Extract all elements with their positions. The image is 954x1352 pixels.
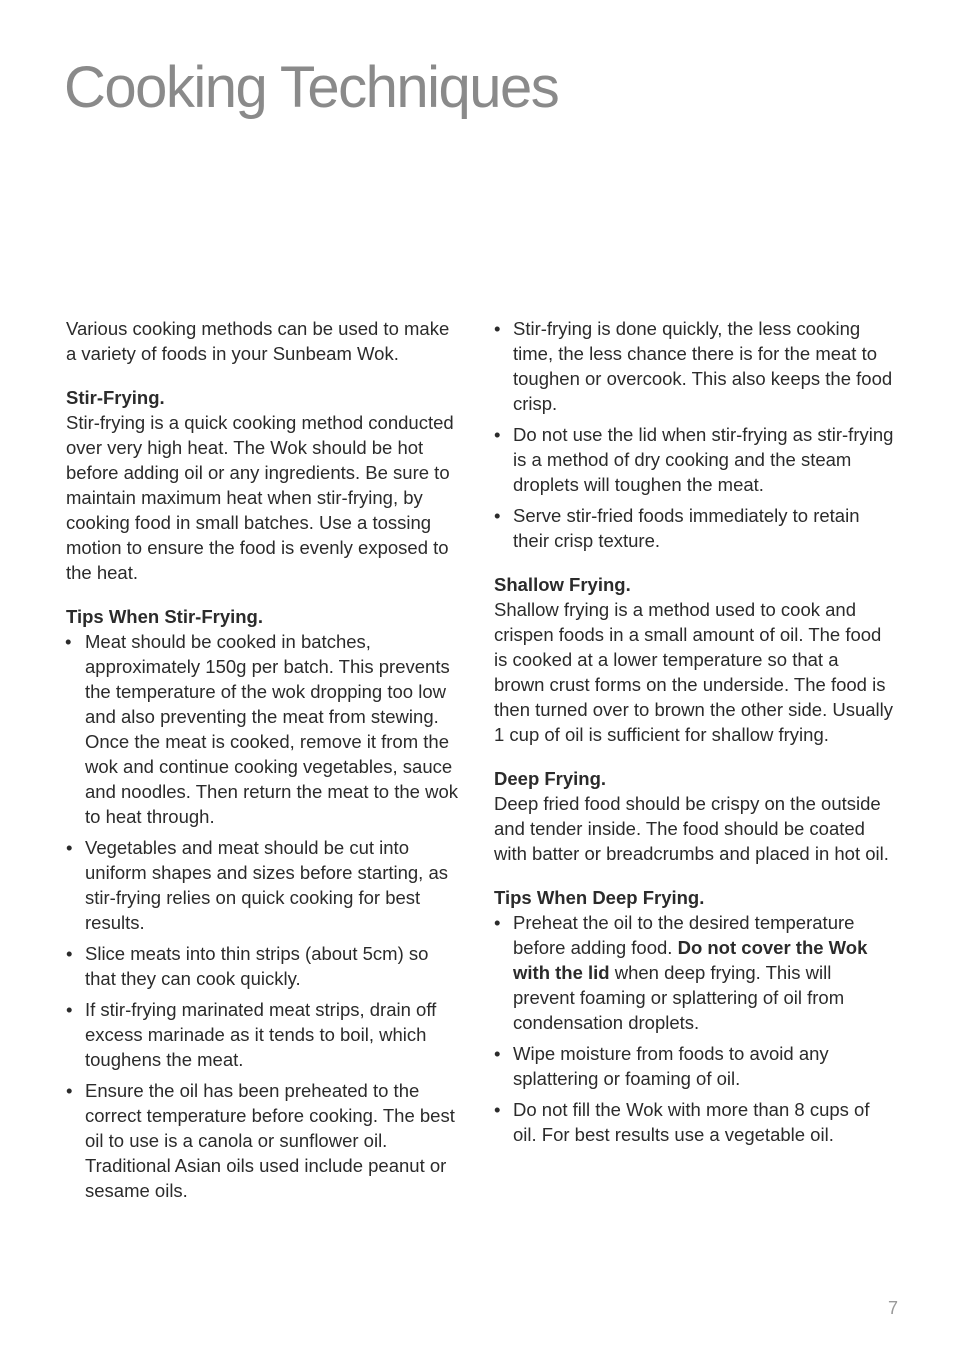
intro-paragraph: Various cooking methods can be used to make a variety of foods in your Sunbeam Wok. (66, 318, 450, 364)
bullet-icon: • (494, 318, 501, 339)
bullet-icon: • (494, 912, 501, 933)
bullet-icon: • (494, 1099, 501, 1120)
list-item (66, 629, 458, 829)
bullet-icon: • (66, 943, 73, 964)
list-item-text: Do not use the lid when stir-frying as stir-frying is a method of dry cooking and the steam droplets will toughen the meat. (513, 424, 894, 495)
page-number: 7 (888, 1298, 899, 1318)
list-item-text: Slice meats into thin strips (about 5cm) so that they can cook quickly. (85, 943, 429, 989)
list-item (66, 997, 458, 1072)
list-item (494, 316, 894, 416)
shallow-frying-heading: Shallow Frying. (494, 574, 631, 595)
list-item (66, 835, 458, 935)
list-item (66, 941, 458, 991)
bullet-icon: • (494, 424, 501, 445)
right-column (494, 316, 894, 1166)
list-item (494, 503, 894, 553)
list-item-text-part: when deep frying. This will prevent foaming or splattering of oil from condensation droplets. (513, 962, 845, 1033)
list-item-text: Vegetables and meat should be cut into uniform shapes and sizes before starting, as stir-frying relies on quick cooking for best results. (85, 837, 448, 933)
stir-frying-body: Stir-frying is a quick cooking method conducted over very high heat. The Wok should be hot before adding oil or any ingredients. Be sure to maintain maximum heat when stir-frying, by cooking food in small batches. Use a tossing motion to ensure the food is evenly exposed to the heat. (66, 412, 454, 583)
list-item (494, 1041, 894, 1091)
list-item-text: Do not fill the Wok with more than 8 cups of oil. For best results use a vegetable oil. (513, 1099, 870, 1145)
list-item-text: Serve stir-fried foods immediately to retain their crisp texture. (513, 505, 860, 551)
list-item-text: If stir-frying marinated meat strips, drain off excess marinade as it tends to boil, which toughens the meat. (85, 999, 437, 1070)
tips-deep-frying-list (494, 910, 894, 1147)
stir-frying-more-tips-list (494, 316, 894, 553)
list-item (494, 1097, 894, 1147)
list-item-text: Wipe moisture from foods to avoid any splattering or foaming of oil. (513, 1043, 829, 1089)
deep-frying-heading: Deep Frying. (494, 768, 607, 789)
list-item-text: Stir-frying is done quickly, the less cooking time, the less chance there is for the meat to toughen or overcook. This also keeps the food crisp. (513, 318, 893, 414)
list-item (494, 422, 894, 497)
page-title: Cooking Techniques (64, 55, 559, 120)
list-item-text-part: Preheat the oil to the desired temperature before adding food. (513, 912, 855, 958)
tips-stir-frying-list (66, 629, 458, 1203)
list-item-text: Ensure the oil has been preheated to the correct temperature before cooking. The best oil to use is a canola or sunflower oil. Traditional Asian oils used include peanut or sesame oils. (85, 1080, 455, 1201)
left-column (66, 316, 458, 1222)
bullet-icon: • (66, 1080, 73, 1101)
shallow-frying-body: Shallow frying is a method used to cook and crispen foods in a small amount of oil. The food is cooked at a lower temperature so that a brown crust forms on the underside. The food is then turned over to brown the other side. Usually 1 cup of oil is sufficient for shallow frying. (494, 599, 894, 745)
list-item-text (513, 912, 867, 1033)
deep-frying-body: Deep fried food should be crispy on the outside and tender inside. The food should be coated with batter or breadcrumbs and placed in hot oil. (494, 793, 889, 864)
bullet-icon: • (494, 1043, 501, 1064)
stir-frying-heading: Stir-Frying. (66, 387, 165, 408)
list-item-text: Meat should be cooked in batches, approximately 150g per batch. This prevents the temperature of the wok dropping too low and also preventing the meat from stewing. Once the meat is cooked, remove it from the wok and continue cooking vegetables, sauce and noodles. Then return the meat to the wok to heat through. (85, 631, 458, 827)
list-item (494, 910, 894, 1035)
list-item (66, 1078, 458, 1203)
bullet-icon: • (65, 631, 72, 652)
bullet-icon: • (66, 999, 73, 1020)
bullet-icon: • (66, 837, 73, 858)
tips-stir-frying-heading: Tips When Stir-Frying. (66, 606, 263, 627)
bullet-icon: • (494, 505, 501, 526)
tips-deep-frying-heading: Tips When Deep Frying. (494, 887, 705, 908)
lid-warning-text: Do not cover the Wok with the lid (513, 937, 868, 983)
